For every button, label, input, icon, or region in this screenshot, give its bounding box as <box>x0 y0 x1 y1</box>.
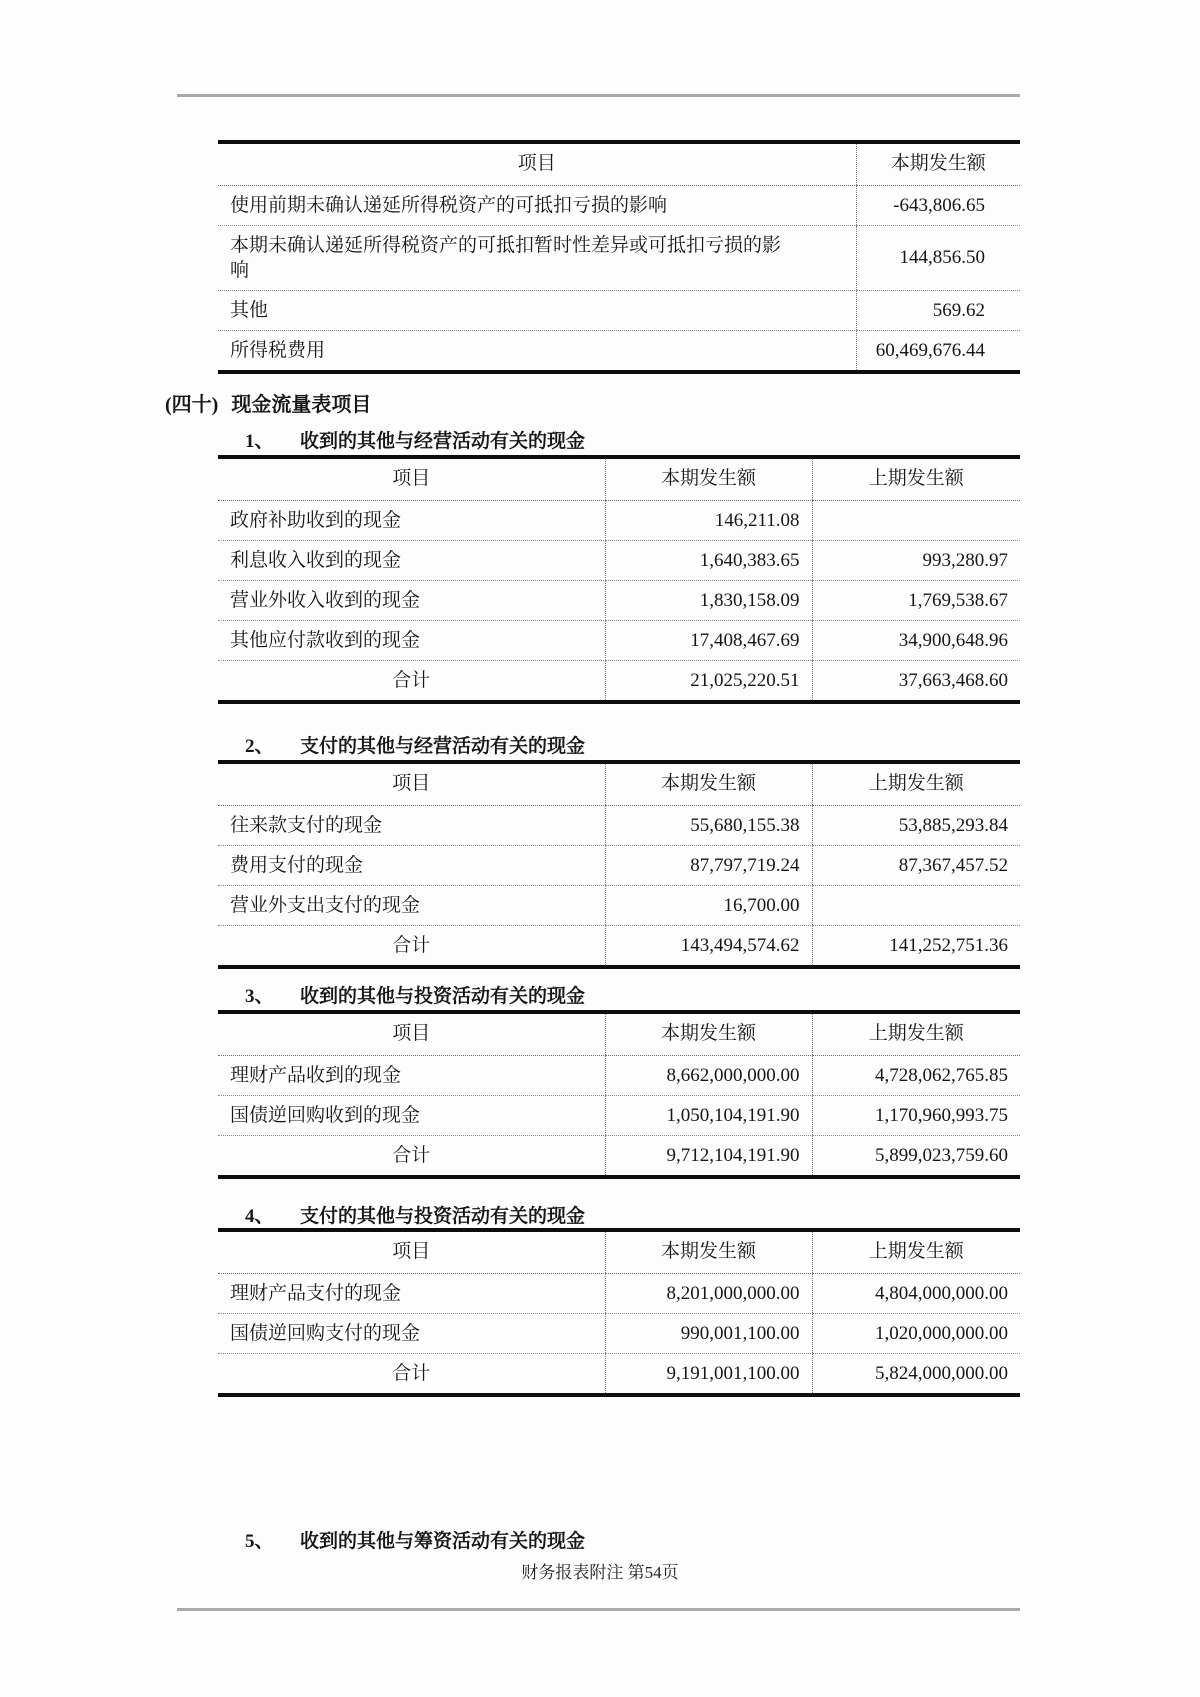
section-number: (四十) <box>165 394 219 416</box>
col-header-prior: 上期发生额 <box>812 762 1020 805</box>
subsection-heading-4 <box>245 1201 585 1228</box>
total-row <box>218 1353 1020 1395</box>
prior-amount-cell: 1,769,538.67 <box>812 580 1020 620</box>
col-header-item: 项目 <box>218 1230 605 1273</box>
prior-amount-cell: 34,900,648.96 <box>812 620 1020 660</box>
table-row <box>218 885 1020 925</box>
subsection-title: 收到的其他与经营活动有关的现金 <box>300 431 586 452</box>
subsection-heading-5 <box>245 1526 585 1553</box>
current-amount-cell: 8,201,000,000.00 <box>605 1273 812 1313</box>
current-amount-cell: 1,640,383.65 <box>605 540 812 580</box>
top-rule <box>177 94 1020 97</box>
col-header-current: 本期发生额 <box>605 457 812 500</box>
current-amount-cell: 60,469,676.44 <box>856 331 1020 373</box>
table-header-row <box>218 457 1020 500</box>
total-row <box>218 661 1020 703</box>
table-investing-payments <box>218 1228 1020 1397</box>
table-row <box>218 331 1020 373</box>
subsection-title: 收到的其他与投资活动有关的现金 <box>300 986 586 1007</box>
table-row <box>218 1055 1020 1095</box>
col-header-item: 项目 <box>218 1012 605 1055</box>
table-row <box>218 1273 1020 1313</box>
table-row <box>218 225 1020 290</box>
item-cell: 国债逆回购收到的现金 <box>218 1095 605 1135</box>
item-cell: 营业外收入收到的现金 <box>218 580 605 620</box>
total-label-cell: 合计 <box>392 1362 431 1384</box>
table-operating-payments <box>218 760 1020 969</box>
prior-amount-cell: 141,252,751.36 <box>812 925 1020 967</box>
subsection-number: 1、 <box>245 431 274 452</box>
current-amount-cell: 1,050,104,191.90 <box>605 1095 812 1135</box>
table-operating-receipts <box>218 455 1020 704</box>
current-amount-cell: 990,001,100.00 <box>605 1313 812 1353</box>
table-row <box>218 845 1020 885</box>
col-header-item: 项目 <box>218 762 605 805</box>
table-header-row <box>218 1230 1020 1273</box>
item-cell: 理财产品收到的现金 <box>218 1055 605 1095</box>
prior-amount-cell: 5,899,023,759.60 <box>812 1135 1020 1177</box>
item-cell: 利息收入收到的现金 <box>218 540 605 580</box>
item-cell: 其他应付款收到的现金 <box>218 620 605 660</box>
prior-amount-cell <box>812 885 1020 925</box>
table-row <box>218 805 1020 845</box>
item-cell: 往来款支付的现金 <box>218 805 605 845</box>
col-header-item: 项目 <box>218 142 856 185</box>
col-header-current: 本期发生额 <box>856 142 1020 185</box>
col-header-current: 本期发生额 <box>605 1230 812 1273</box>
total-label-cell: 合计 <box>392 934 431 956</box>
subsection-number: 4、 <box>245 1206 274 1227</box>
col-header-prior: 上期发生额 <box>812 1012 1020 1055</box>
table-row <box>218 290 1020 330</box>
subsection-title: 支付的其他与经营活动有关的现金 <box>300 736 586 757</box>
table-row <box>218 580 1020 620</box>
current-amount-cell: 9,191,001,100.00 <box>605 1353 812 1395</box>
table-header-row <box>218 762 1020 805</box>
subsection-number: 2、 <box>245 736 274 757</box>
col-header-prior: 上期发生额 <box>812 457 1020 500</box>
col-header-item: 项目 <box>218 457 605 500</box>
table-row <box>218 185 1020 225</box>
section-title: 现金流量表项目 <box>231 394 372 416</box>
current-amount-cell: 17,408,467.69 <box>605 620 812 660</box>
total-label-cell: 合计 <box>392 670 431 691</box>
col-header-current: 本期发生额 <box>605 762 812 805</box>
subsection-heading-1 <box>245 426 585 453</box>
item-cell: 所得税费用 <box>230 340 326 361</box>
table-header-row <box>218 142 1020 185</box>
section-heading-40 <box>165 388 371 417</box>
prior-amount-cell: 4,804,000,000.00 <box>812 1273 1020 1313</box>
total-row <box>218 1135 1020 1177</box>
bottom-rule <box>177 1608 1020 1611</box>
current-amount-cell: 144,856.50 <box>856 225 1020 290</box>
subsection-title: 支付的其他与投资活动有关的现金 <box>300 1206 586 1227</box>
total-row <box>218 925 1020 967</box>
prior-amount-cell: 5,824,000,000.00 <box>812 1353 1020 1395</box>
current-amount-cell: 55,680,155.38 <box>605 805 812 845</box>
table-investing-receipts <box>218 1010 1020 1179</box>
page-footer: 财务报表附注 第54页 <box>521 1563 679 1582</box>
item-cell: 营业外支出支付的现金 <box>218 885 605 925</box>
subsection-title: 收到的其他与筹资活动有关的现金 <box>300 1531 586 1552</box>
item-cell: 其他 <box>218 290 856 330</box>
current-amount-cell: 9,712,104,191.90 <box>605 1135 812 1177</box>
table-row <box>218 540 1020 580</box>
subsection-heading-3 <box>245 981 585 1008</box>
item-cell: 使用前期未确认递延所得税资产的可抵扣亏损的影响 <box>218 185 856 225</box>
current-amount-cell: 143,494,574.62 <box>605 925 812 967</box>
current-amount-cell: 1,830,158.09 <box>605 580 812 620</box>
item-cell: 政府补助收到的现金 <box>218 500 605 540</box>
table-header-row <box>218 1012 1020 1055</box>
prior-amount-cell: 87,367,457.52 <box>812 845 1020 885</box>
subsection-number: 5、 <box>245 1531 274 1552</box>
table-row <box>218 620 1020 660</box>
item-cell: 国债逆回购支付的现金 <box>218 1313 605 1353</box>
item-cell: 本期未确认递延所得税资产的可抵扣暂时性差异或可抵扣亏损的影响 <box>218 225 856 290</box>
prior-amount-cell: 53,885,293.84 <box>812 805 1020 845</box>
item-cell: 理财产品支付的现金 <box>218 1273 605 1313</box>
subsection-number: 3、 <box>245 986 274 1007</box>
col-header-prior: 上期发生额 <box>812 1230 1020 1273</box>
table-row <box>218 1095 1020 1135</box>
current-amount-cell: 87,797,719.24 <box>605 845 812 885</box>
prior-amount-cell: 37,663,468.60 <box>812 661 1020 703</box>
table-row <box>218 500 1020 540</box>
prior-amount-cell: 1,020,000,000.00 <box>812 1313 1020 1353</box>
current-amount-cell: 146,211.08 <box>605 500 812 540</box>
table-row <box>218 1313 1020 1353</box>
current-amount-cell: 16,700.00 <box>605 885 812 925</box>
subsection-heading-2 <box>245 731 585 758</box>
prior-amount-cell: 1,170,960,993.75 <box>812 1095 1020 1135</box>
prior-amount-cell <box>812 500 1020 540</box>
current-amount-cell: 569.62 <box>856 290 1020 330</box>
prior-amount-cell: 993,280.97 <box>812 540 1020 580</box>
current-amount-cell: 8,662,000,000.00 <box>605 1055 812 1095</box>
current-amount-cell: 21,025,220.51 <box>605 661 812 703</box>
income-tax-expense-table <box>218 140 1020 374</box>
current-amount-cell: -643,806.65 <box>856 185 1020 225</box>
total-label-cell: 合计 <box>392 1144 431 1166</box>
col-header-current: 本期发生额 <box>605 1012 812 1055</box>
prior-amount-cell: 4,728,062,765.85 <box>812 1055 1020 1095</box>
item-cell: 费用支付的现金 <box>218 845 605 885</box>
